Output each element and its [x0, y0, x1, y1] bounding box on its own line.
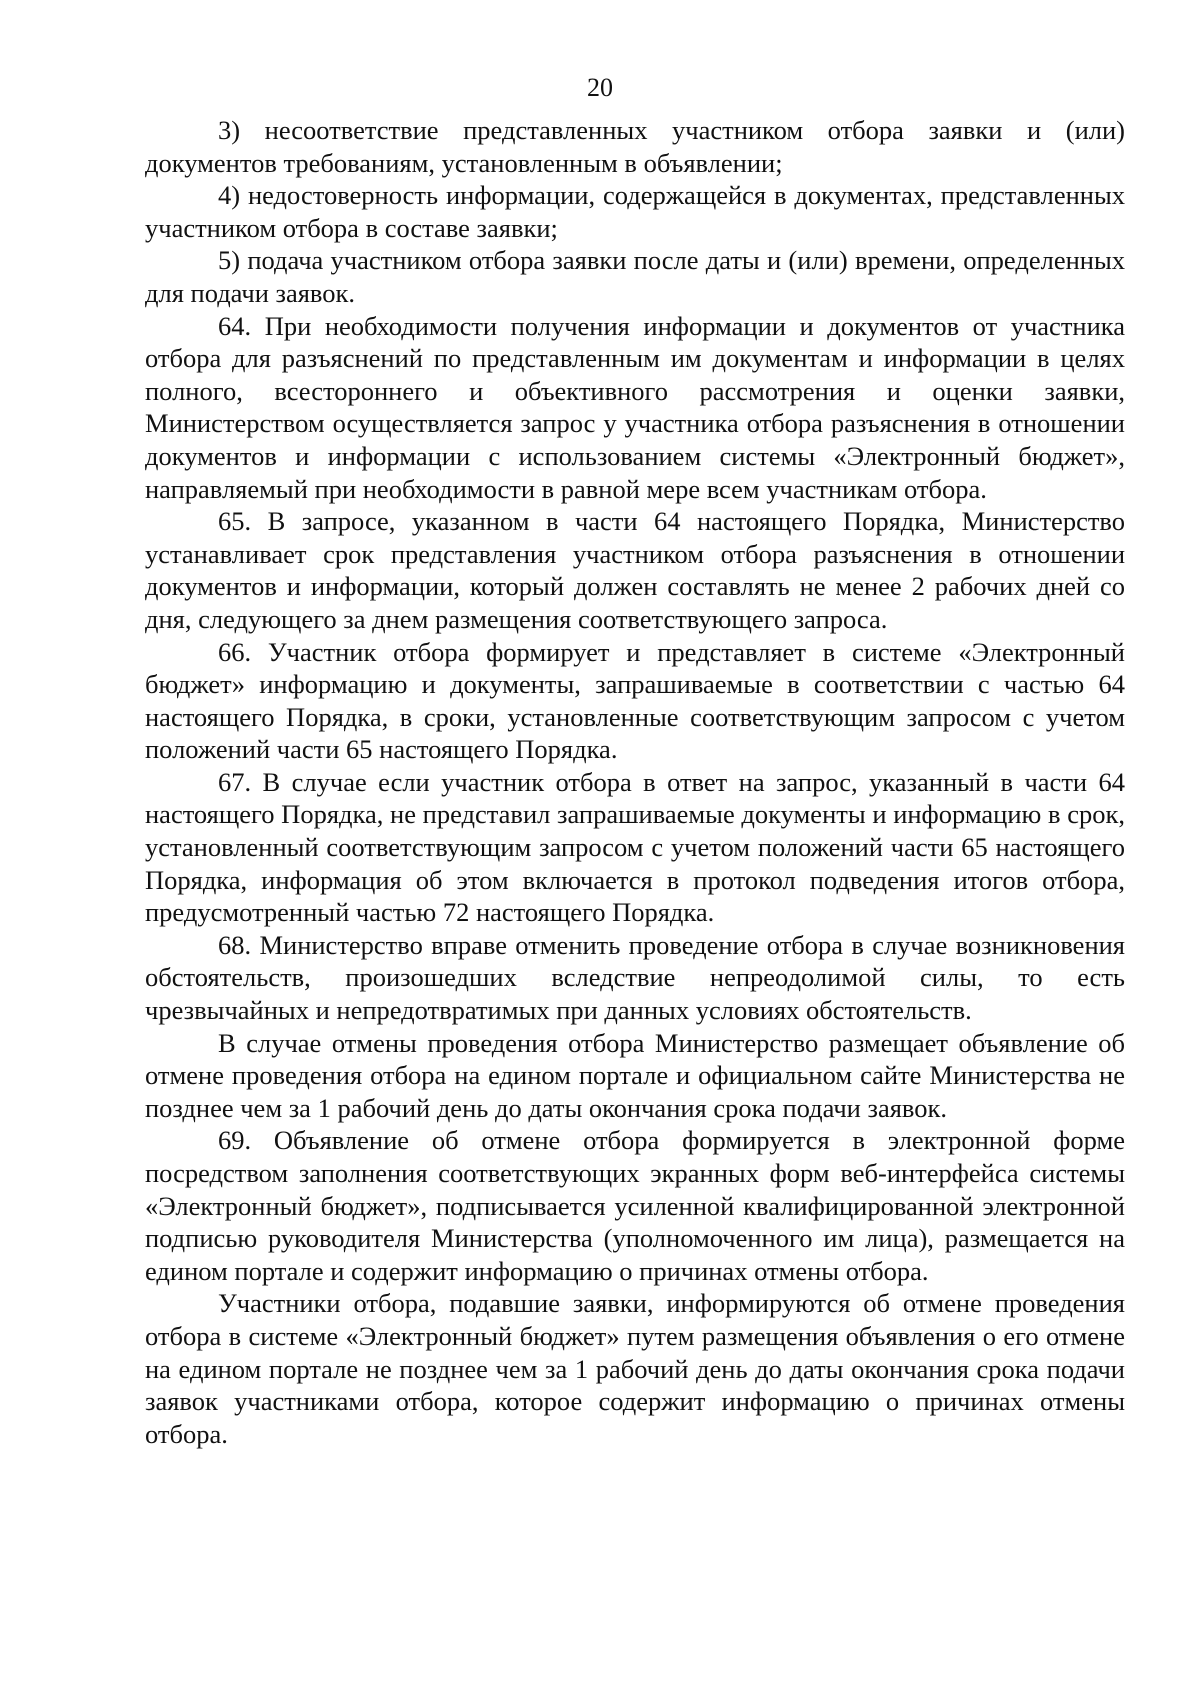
paragraph-item-5: 5) подача участником отбора заявки после даты и (или) времени, определенных для подачи заявок.: [145, 245, 1125, 308]
page-number: 20: [587, 73, 613, 102]
paragraph-68-continuation: В случае отмены проведения отбора Министерство размещает объявление об отмене проведения отбора на едином портале и официальном сайте Министерства не позднее чем за 1 рабочий день до даты окончания срока подачи заявок.: [145, 1027, 1125, 1123]
paragraph-69: 69. Объявление об отмене отбора формируется в электронной форме посредством заполнения соответствующих экранных форм веб-интерфейса системы «Электронный бюджет», подписывается усиленной квалифицированной электронной подписью руководителя Министерства (уполномоченного им лица), размещается на едином портале и содержит информацию о причинах отмены отбора.: [145, 1125, 1125, 1286]
document-body: [145, 114, 1125, 1450]
paragraph-68: 68. Министерство вправе отменить проведение отбора в случае возникновения обстоятельств, произошедших вследствие непреодолимой силы, то есть чрезвычайных и непредотвратимых при данных условиях обстоятельств.: [145, 929, 1125, 1026]
paragraph-65: 65. В запросе, указанном в части 64 настоящего Порядка, Министерство устанавливает срок представления участником отбора разъяснения в отношении документов и информации, который должен составлять не менее 2 рабочих дней со дня, следующего за днем размещения соответствующего запроса.: [145, 506, 1125, 634]
paragraph-66: 66. Участник отбора формирует и представляет в системе «Электронный бюджет» информацию и документы, запрашиваемые в соответствии с частью 64 настоящего Порядка, в сроки, установленные соответствующим запросом с учетом положений части 65 настоящего Порядка.: [145, 636, 1125, 765]
paragraph-item-4: 4) недостоверность информации, содержащейся в документах, представленных участником отбора в составе заявки;: [145, 180, 1125, 243]
paragraph-64: 64. При необходимости получения информации и документов от участника отбора для разъяснений по представленным им документам и информации в целях полного, всестороннего и объективного рассмотрения и оценки заявки, Министерством осуществляется запрос у участника отбора разъяснения в отношении документов и информации с использованием системы «Электронный бюджет», направляемый при необходимости в равной мере всем участникам отбора.: [145, 310, 1125, 504]
paragraph-69-continuation: Участники отбора, подавшие заявки, информируются об отмене проведения отбора в системе «Электронный бюджет» путем размещения объявления о его отмене на едином портале не позднее чем за 1 рабочий день до даты окончания срока подачи заявок участниками отбора, которое содержит информацию о причинах отмены отбора.: [145, 1288, 1125, 1449]
paragraph-67: 67. В случае если участник отбора в ответ на запрос, указанный в части 64 настоящего Порядка, не представил запрашиваемые документы и информацию в срок, установленный соответствующим запросом с учетом положений части 65 настоящего Порядка, информация об этом включается в протокол подведения итогов отбора, предусмотренный частью 72 настоящего Порядка.: [145, 766, 1125, 928]
paragraph-item-3: 3) несоответствие представленных участником отбора заявки и (или) документов требованиям, установленным в объявлении;: [145, 115, 1125, 178]
